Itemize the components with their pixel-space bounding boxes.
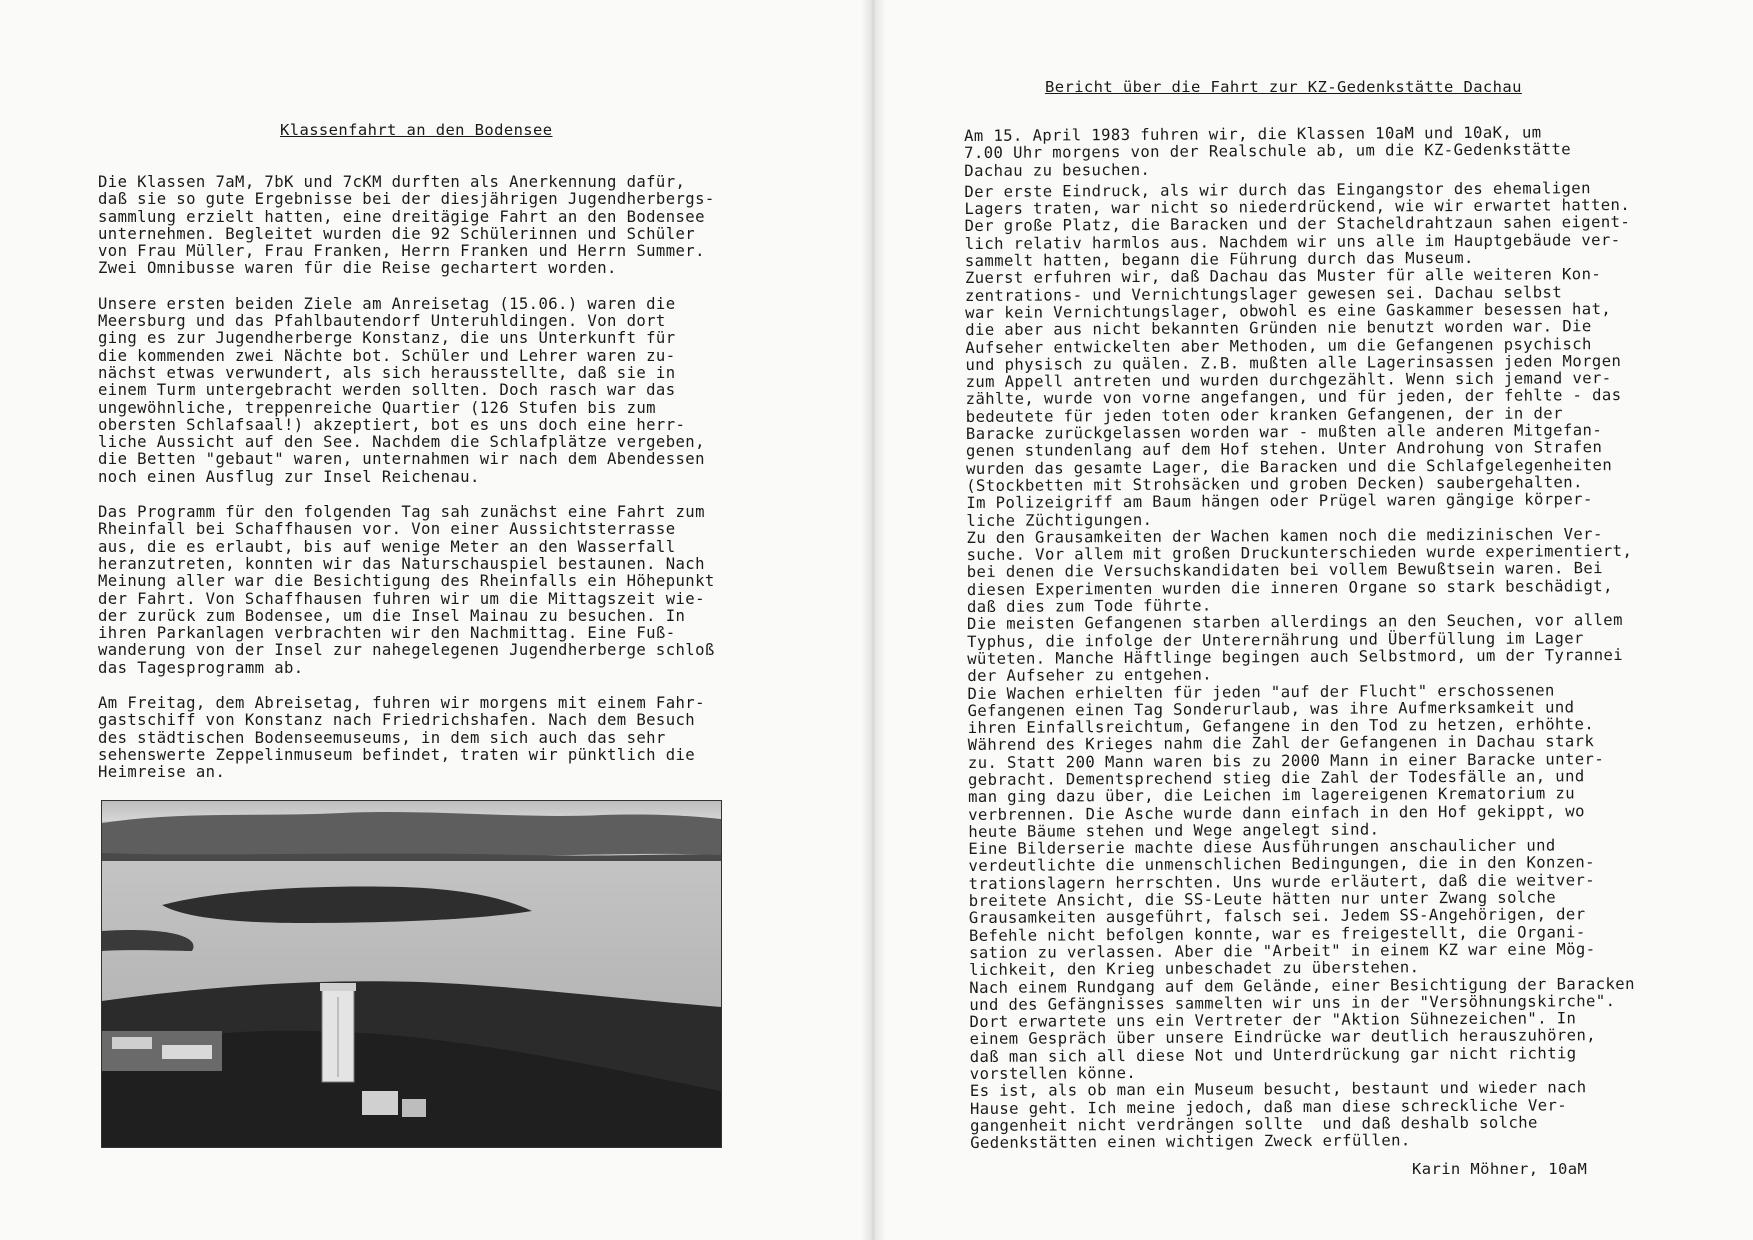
left-page	[0, 0, 872, 1240]
left-paragraph-3: Das Programm für den folgenden Tag sah zunächst eine Fahrt zum Rheinfall bei Schaffhausen vor. Von einer Aussichtsterrasse aus, die es erlaubt, bis auf wenige Meter an den Wasserfall heranzutreten, konnten wir das Naturschauspiel bestaunen. Nach Meinung aller war die Besichtigung des Rheinfalls ein Höhepunkt der Fahrt. Von Schaffhausen fuhren wir um die Mittagszeit wie- der zurück zum Bodensee, um die Insel Mainau zu besuchen. In ihren Parkanlagen verbrachten wir den Nachmittag. Eine Fuß- wanderung von der Insel zur nahegelegenen Jugendherberge schloß das Tagesprogramm ab.	[98, 503, 715, 677]
right-page	[872, 0, 1753, 1240]
left-paragraph-2: Unsere ersten beiden Ziele am Anreisetag (15.06.) waren die Meersburg und das Pfahlbautendorf Unteruhldingen. Von dort ging es zur Jugendherberge Konstanz, die uns Unterkunft für die kommenden zwei Nächte bot. Schüler und Lehrer waren zu- nächst etwas verwundert, als sich herausstellte, daß sie in einem Turm untergebracht werden sollten. Doch rasch war das ungewöhnliche, treppenreiche Quartier (126 Stufen bis zum obersten Schlafsaal!) akzeptiert, bot es uns doch eine herr- liche Aussicht auf den See. Nachdem die Schlafplätze vergeben, die Betten "gebaut" waren, unternahmen wir nach dem Abendessen noch einen Ausflug zur Insel Reichenau.	[98, 294, 705, 486]
right-paragraph-1: Am 15. April 1983 fuhren wir, die Klassen 10aM und 10aK, um 7.00 Uhr morgens von der Realschule ab, um die KZ-Gedenkstätte Dachau zu besuchen.	[963, 123, 1572, 180]
left-paragraph-1: Die Klassen 7aM, 7bK und 7cKM durften als Anerkennung dafür, daß sie so gute Ergebnisse bei der diesjährigen Jugendherbergs- sammlung erzielt hatten, eine dreitägige Fahrt an den Bodensee unternehmen. Begleitet wurden die 92 Schülerinnen und Schüler von Frau Müller, Frau Franken, Herrn Franken und Herrn Summer. Zwei Omnibusse waren für die Reise gechartert worden.	[98, 173, 715, 278]
right-paragraph-2: Der erste Eindruck, als wir durch das Eingangstor des ehemaligen Lagers traten, war nicht so niederdrückend, wie wir erwartet hatten. Der große Platz, die Baracken und der Stacheldrahtzaun sahen eigent- lich relativ harmlos aus. Nachdem wir uns alle im Hauptgebäude ver- sammelt hatten, begann die Führung durch das Museum. Zuerst erfuhren wir, daß Dachau das Muster für alle weiteren Kon- zentrations- und Vernichtungslager gewesen sei. Dachau selbst war kein Vernichtungslager, obwohl es eine Gaskammer besessen hat, die aber aus nicht bekannten Gründen nie benutzt worden war. Die Aufseher entwickelten aber Methoden, um die Gefangenen psychisch und physisch zu quälen. Z.B. mußten alle Lagerinsassen jeden Morgen zum Appell antreten und wurden durchgezählt. Wenn sich jemand ver- zählte, wurde von vorne angefangen, und für jeden, der fehlte - das bedeutete für jeden toten oder kranken Gefangenen, der in der Baracke zurückgelassen worden war - mußten alle anderen Mitgefan- genen stundenlang auf dem Hof stehen. Unter Androhung von Strafen wurden das gesamte Lager, die Baracken und die Schlafgelegenheiten (Stockbetten mit Strohsäcken und groben Decken) saubergehalten. Im Polizeigriff am Baum hängen oder Prügel waren gängige körper- liche Züchtigungen. Zu den Grausamkeiten der Wachen kamen noch die medizinischen Ver- suche. Vor allem mit großen Druckunterschieden wurde experimentiert, bei denen die Versuchskandidaten bei vollem Bewußtsein waren. Bei diesen Experimenten wurden die inneren Organe so stark beschädigt, daß dies zum Tode führte. Die meisten Gefangenen starben allerdings an den Seuchen, vor allem Typhus, die infolge der Unterernährung und Überfüllung im Lager wüteten. Manche Häftlinge begingen auch Selbstmord, um der Tyrannei der Aufseher zu entgehen. Die Wachen erhielten für jeden "auf der Flucht" erschossenen Gefangenen einen Tag Sonderurlaub, was ihre Aufmerksamkeit und ihren Einfallsreichtum, Gefangene in den Tod zu hetzen, erhöhte. Während des Krieges nahm die Zahl der Gefangenen in Dachau stark zu. Statt 200 Mann waren bis zu 2000 Mann in einer Baracke unter- gebracht. Dementsprechend stieg die Zahl der Todesfälle an, und man ging dazu über, die Leichen im lagereigenen Krematorium zu verbrennen. Die Asche wurde dann einfach in den Hof gekippt, wo heute Bäume stehen und Wege angelegt sind. Eine Bilderserie machte diese Ausführungen anschaulicher und verdeutlichte die unmenschlichen Bedingungen, die in den Konzen- trationslagern herrschten. Uns wurde erläutert, daß die weitver- breitete Ansicht, die SS-Leute hätten nur unter Zwang solche Grausamkeiten ausgeführt, falsch sei. Jedem SS-Angehörigen, der Befehle nicht befolgen konnte, war es freigestellt, die Organi- sation zu verlassen. Aber die "Arbeit" in einem KZ war eine Mög- lichkeit, den Krieg unbeschadet zu überstehen. Nach einem Rundgang auf dem Gelände, einer Besichtigung der Baracken und des Gefängnisses sammelten wir uns in der "Versöhnungskirche". Dort erwartete uns ein Vertreter der "Aktion Sühnezeichen". In einem Gespräch über unsere Eindrücke war deutlich herauszuhören, daß man sich all diese Not und Unterdrückung gar nicht richtig vorstellen könne. Es ist, als ob man ein Museum besucht, bestaunt und wieder nach Hause geht. Ich meine jedoch, daß man diese schreckliche Ver- gangenheit nicht verdrängen sollte und daß deshalb solche Gedenkstätten einen wichtigen Zweck erfüllen.	[964, 179, 1635, 1153]
left-article-body	[98, 174, 715, 800]
lake-photo	[101, 800, 722, 1148]
left-article-title: Klassenfahrt an den Bodensee	[280, 121, 553, 139]
book-gutter	[860, 0, 886, 1240]
left-paragraph-4: Am Freitag, dem Abreisetag, fuhren wir morgens mit einem Fahr- gastschiff von Konstanz nach Friedrichshafen. Nach dem Besuch des städtischen Bodenseemuseums, in dem sich auch das sehr sehenswerte Zeppelinmuseum befindet, traten wir pünktlich die Heimreise an.	[98, 694, 705, 782]
lake-photo-illustration	[102, 801, 721, 1147]
right-article-body	[964, 124, 1636, 1157]
author-signature: Karin Möhner, 10aM	[1412, 1160, 1588, 1178]
right-article-title: Bericht über die Fahrt zur KZ-Gedenkstätte Dachau	[1045, 78, 1522, 96]
